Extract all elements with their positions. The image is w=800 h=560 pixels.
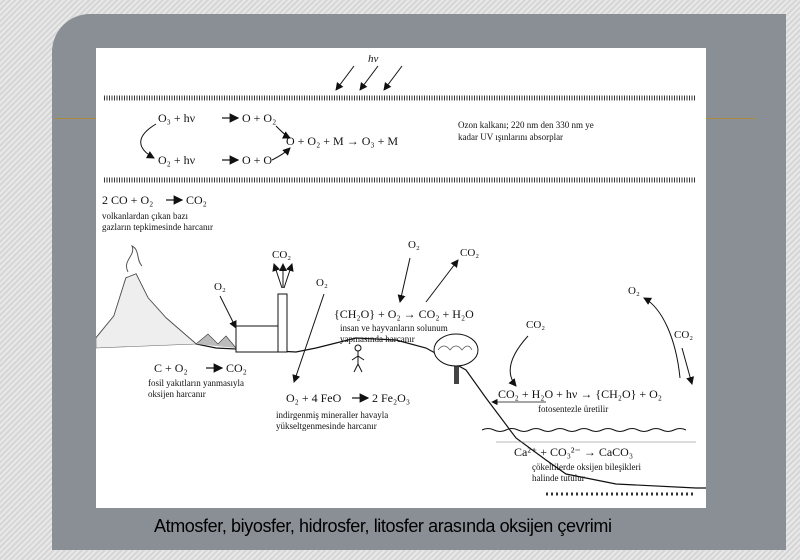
accent-line-right	[706, 118, 756, 119]
cycle-arrow	[272, 148, 290, 160]
photosynthesis-o2-label: O₂	[628, 285, 640, 297]
ocean-note-line-1: çökeltilerde oksijen bileşikleri	[532, 462, 641, 472]
factory-co2-label: CO₂	[272, 249, 292, 261]
ozone-reaction-3-lhs: O₂ + hν	[158, 153, 196, 167]
iron-note-line-2: yükseltgenmesinde harcanır	[276, 421, 377, 431]
respiration-arrow	[400, 258, 410, 302]
volcano-note-line-2: gazların tepkimesinde harcanır	[102, 222, 213, 232]
light-arrow	[336, 66, 354, 90]
fossil-reaction-lhs: C + O₂	[154, 361, 188, 375]
light-arrow	[384, 66, 402, 90]
factory-chimney	[278, 294, 287, 352]
factory-building	[236, 326, 278, 352]
light-arrow	[360, 66, 378, 90]
volcano-smoke	[126, 246, 142, 272]
emission-arrow	[274, 264, 282, 288]
photosynthesis-co2-label-2: CO₂	[674, 329, 694, 341]
oxygen-cycle-diagram	[96, 48, 706, 508]
hv-label: hν	[368, 53, 379, 65]
photosynthesis-arrow	[510, 336, 528, 386]
photosynthesis-co2-label: CO₂	[526, 319, 546, 331]
ozone-reaction-3-rhs: O + O	[242, 153, 273, 167]
ocean-note-line-2: halinde tutulur	[532, 473, 585, 483]
volcano-note-line-1: volkanlardan çıkan bazı	[102, 211, 188, 221]
cycle-arrow	[141, 124, 156, 158]
ozone-reaction-1-rhs: O + O₂	[242, 111, 277, 125]
small-hills	[196, 334, 236, 348]
ozone-note-line-1: Ozon kalkanı; 220 nm den 330 nm ye	[458, 120, 594, 130]
cycle-arrow	[276, 126, 290, 138]
fossil-note-line-2: oksijen harcanır	[148, 389, 206, 399]
respiration-arrow	[426, 260, 458, 302]
consumption-arrow	[220, 296, 236, 328]
slide-caption: Atmosfer, biyosfer, hidrosfer, litosfer arasında oksijen çevrimi	[154, 516, 612, 536]
emission-arrow	[284, 264, 292, 288]
volcano-reaction-rhs: CO₂	[186, 193, 207, 207]
respiration-reaction: {CH₂O} + O₂ → CO₂ + H₂O	[334, 307, 474, 321]
respiration-co2-label: CO₂	[460, 247, 480, 259]
oxidation-arrow	[294, 294, 324, 382]
volcano-reaction-lhs: 2 CO + O₂	[102, 193, 154, 207]
ozone-reaction-1-lhs: O₃ + hν	[158, 111, 196, 125]
tree	[434, 334, 478, 384]
iron-reaction-lhs: O₂ + 4 FeO	[286, 391, 342, 405]
human-figure	[352, 345, 364, 372]
accent-line-left	[55, 118, 96, 119]
fossil-reaction-rhs: CO₂	[226, 361, 247, 375]
ozone-note-line-2: kadar UV ışınlarını absorplar	[458, 132, 564, 142]
factory-o2-label: O₂	[214, 281, 226, 293]
photosynthesis-reaction: CO₂ + H₂O + hν → {CH₂O} + O₂	[498, 387, 662, 401]
iron-note-line-1: indirgenmiş mineraller havayla	[276, 410, 389, 420]
respiration-o2-label: O₂	[408, 239, 420, 251]
ocean-reaction: Ca²⁺ + CO₃²⁻ → CaCO₃	[514, 445, 633, 459]
oxygen-cycle-figure	[96, 48, 706, 508]
volcano	[96, 274, 196, 348]
respiration-note-line-2: yapmasında harcanır	[340, 334, 415, 344]
ocean-surface	[482, 429, 686, 432]
iron-reaction-rhs: 2 Fe₂O₃	[372, 391, 411, 405]
fossil-note-line-1: fosil yakıtların yanmasıyla	[148, 378, 244, 388]
photosynthesis-arrow	[682, 348, 692, 384]
respiration-note-line-1: insan ve hayvanların solunum	[340, 323, 448, 333]
ozone-reaction-2: O + O₂ + M → O₃ + M	[286, 134, 399, 148]
factory-o2-label-2: O₂	[316, 277, 328, 289]
photosynthesis-note: fotosentezle üretilir	[538, 404, 609, 414]
